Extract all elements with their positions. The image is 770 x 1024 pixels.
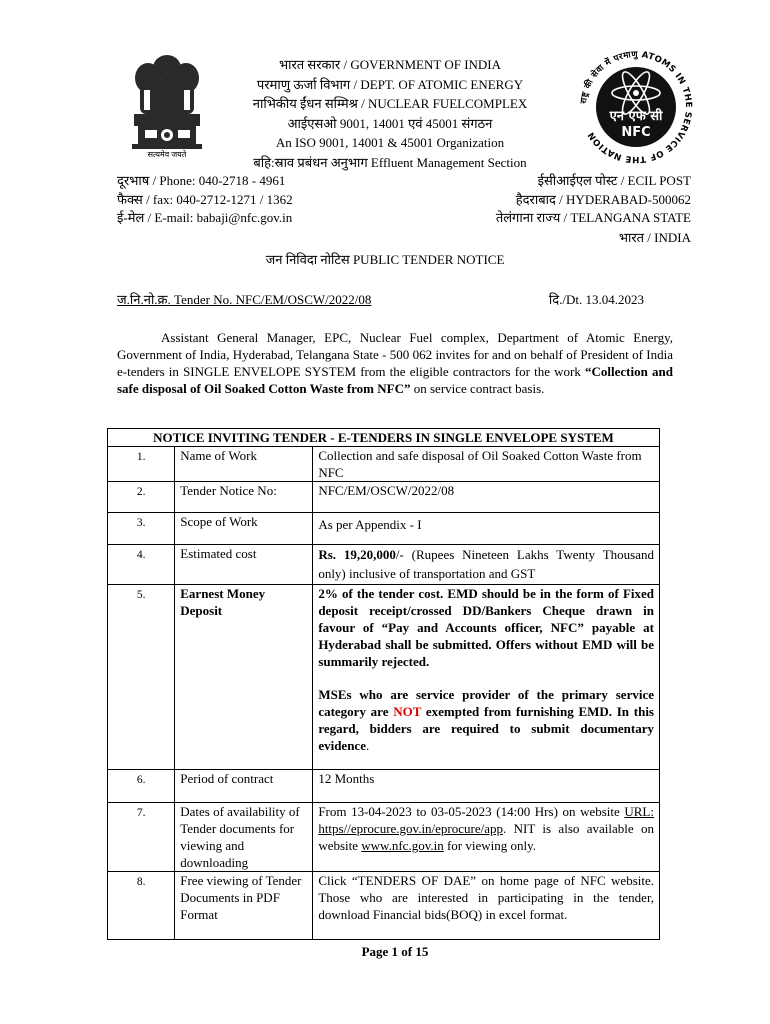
- nfc-logo: [577, 48, 695, 166]
- row-number: 2.: [108, 482, 175, 513]
- national-emblem: [118, 50, 216, 168]
- table-row: [108, 513, 660, 545]
- row-number: 8.: [108, 872, 175, 940]
- row-label: Tender Notice No:: [175, 482, 313, 513]
- row-value: 12 Months: [313, 770, 660, 803]
- header-line-government: भारत सरकार / GOVERNMENT OF INDIA: [278, 57, 502, 72]
- ashoka-lion-emblem-icon: [118, 50, 216, 160]
- row-number: 3.: [108, 513, 175, 545]
- eprocure-link[interactable]: URL: https//eprocure.gov.in/eprocure/app: [318, 804, 654, 836]
- mse-text-b: exempted from furnishing EMD. In this regard, bidders are required to submit documentary evidence: [318, 704, 654, 753]
- contact-phone: दूरभाष / Phone: 040-2718 - 4961: [117, 173, 286, 188]
- row-label: Estimated cost: [175, 545, 313, 585]
- header-line-department: परमाणु ऊर्जा विभाग / DEPT. OF ATOMIC ENERGY: [256, 76, 524, 92]
- table-row: [108, 482, 660, 513]
- table-title: NOTICE INVITING TENDER - E-TENDERS IN SINGLE ENVELOPE SYSTEM: [108, 429, 660, 447]
- table-row: [108, 585, 660, 770]
- mse-text-c: .: [365, 738, 370, 753]
- table-title-row: [108, 429, 660, 447]
- nit-table: [107, 428, 660, 940]
- nfc-logo-hindi: एन एफ सी: [609, 109, 663, 124]
- tender-number: Tender No. NFC/EM/OSCW/2022/08: [170, 292, 372, 307]
- tender-number-line: [117, 290, 371, 308]
- table-row: [108, 872, 660, 940]
- nfc-logo-english: NFC: [621, 125, 651, 140]
- nfc-logo-ring-text: राष्ट्र की सेवा में परमाणु ATOMS IN THE SERVICE OF THE NATION: [579, 49, 694, 165]
- row-value: Click “TENDERS OF DAE” on home page of NFC website. Those who are interested in participating in the tender, download Financial bids(BOQ) in excel format.: [313, 872, 660, 940]
- row-number: 1.: [108, 447, 175, 482]
- header-line-iso: An ISO 9001, 14001 & 45001 Organization: [275, 135, 505, 150]
- estimated-cost-text: /- (Rupees Nineteen Lakhs Twenty Thousand only) inclusive of transportation and GST: [318, 547, 654, 581]
- availability-text-b: . NIT is also available on website: [318, 821, 654, 853]
- row-value: NFC/EM/OSCW/2022/08: [313, 482, 660, 513]
- row-value: [313, 803, 660, 872]
- intro-paragraph: [117, 329, 673, 397]
- notice-title: जन निविदा नोटिस PUBLIC TENDER NOTICE: [265, 252, 505, 267]
- page-number: Page 1 of 15: [361, 944, 429, 959]
- contact-fax: फैक्स / fax: 040-2712-1271 / 1362: [117, 191, 293, 207]
- intro-text: Assistant General Manager, EPC, Nuclear Fuel complex, Department of Atomic Energy, Government of India, Hyderabad, Telangana State - 500 062 invites for and on behalf of President of India e-tenders in SINGLE ENVELOPE SYSTEM from the eligible contractors for the work: [117, 330, 673, 379]
- row-value: [313, 545, 660, 585]
- table-row: [108, 803, 660, 872]
- mse-not: NOT: [393, 704, 422, 719]
- table-row: [108, 770, 660, 803]
- availability-text-a: From 13-04-2023 to 03-05-2023 (14:00 Hrs) on website: [318, 804, 625, 819]
- address-post: ईसीआईएल पोस्ट / ECIL POST: [537, 173, 691, 188]
- row-value: [313, 585, 660, 770]
- nfc-website-link[interactable]: www.nfc.gov.in: [361, 838, 444, 853]
- header-line-iso-hindi: आईएसओ 9001, 14001 एवं 45001 संगठन: [287, 115, 493, 131]
- emblem-caption: सत्यमेव जयते: [147, 150, 187, 159]
- row-label: Name of Work: [175, 447, 313, 482]
- mse-text-a: MSEs who are service provider of the primary service category are: [318, 687, 654, 719]
- tender-date: दि./Dt. 13.04.2023: [548, 292, 644, 307]
- intro-suffix: on service contract basis.: [410, 381, 545, 396]
- availability-text-c: for viewing only.: [443, 838, 537, 853]
- estimated-cost-amount: Rs. 19,20,000: [318, 547, 396, 562]
- address-state: तेलंगाना राज्य / TELANGANA STATE: [495, 210, 691, 225]
- row-label: Scope of Work: [175, 513, 313, 545]
- contact-email: ई-मेल / E-mail: babaji@nfc.gov.in: [117, 210, 293, 225]
- row-number: 4.: [108, 545, 175, 585]
- address-city: हैदराबाद / HYDERABAD-500062: [515, 191, 691, 207]
- row-label: Free viewing of Tender Documents in PDF Format: [175, 872, 313, 940]
- row-number: 6.: [108, 770, 175, 803]
- row-value: As per Appendix - I: [313, 513, 660, 545]
- row-label: Period of contract: [175, 770, 313, 803]
- row-number: 5.: [108, 585, 175, 770]
- mse-paragraph: [318, 686, 654, 754]
- nfc-atom-logo-icon: [577, 48, 695, 166]
- tender-number-hindi: ज.नि.नो.क्र.: [117, 292, 171, 307]
- row-value: Collection and safe disposal of Oil Soaked Cotton Waste from NFC: [313, 447, 660, 482]
- table-row: [108, 447, 660, 482]
- work-title: “Collection and safe disposal of Oil Soaked Cotton Waste from NFC”: [117, 364, 673, 396]
- row-label: Dates of availability of Tender documents for viewing and downloading: [175, 803, 313, 872]
- table-row: [108, 545, 660, 585]
- row-number: 7.: [108, 803, 175, 872]
- header-line-section: बहि:स्राव प्रबंधन अनुभाग Effluent Management Section: [253, 154, 527, 170]
- emd-paragraph: 2% of the tender cost. EMD should be in the form of Fixed deposit receipt/crossed DD/Bankers Cheque drawn in favour of “Pay and Accounts officer, NFC” payable at Hyderabad shall be submitted. Offers without EMD will be summarily rejected.: [318, 586, 654, 669]
- header-line-organization: नाभिकीय ईंधन सम्मिश्र / NUCLEAR FUELCOMPLEX: [252, 96, 528, 111]
- address-country: भारत / INDIA: [618, 230, 691, 245]
- row-label: Earnest Money Deposit: [175, 585, 313, 770]
